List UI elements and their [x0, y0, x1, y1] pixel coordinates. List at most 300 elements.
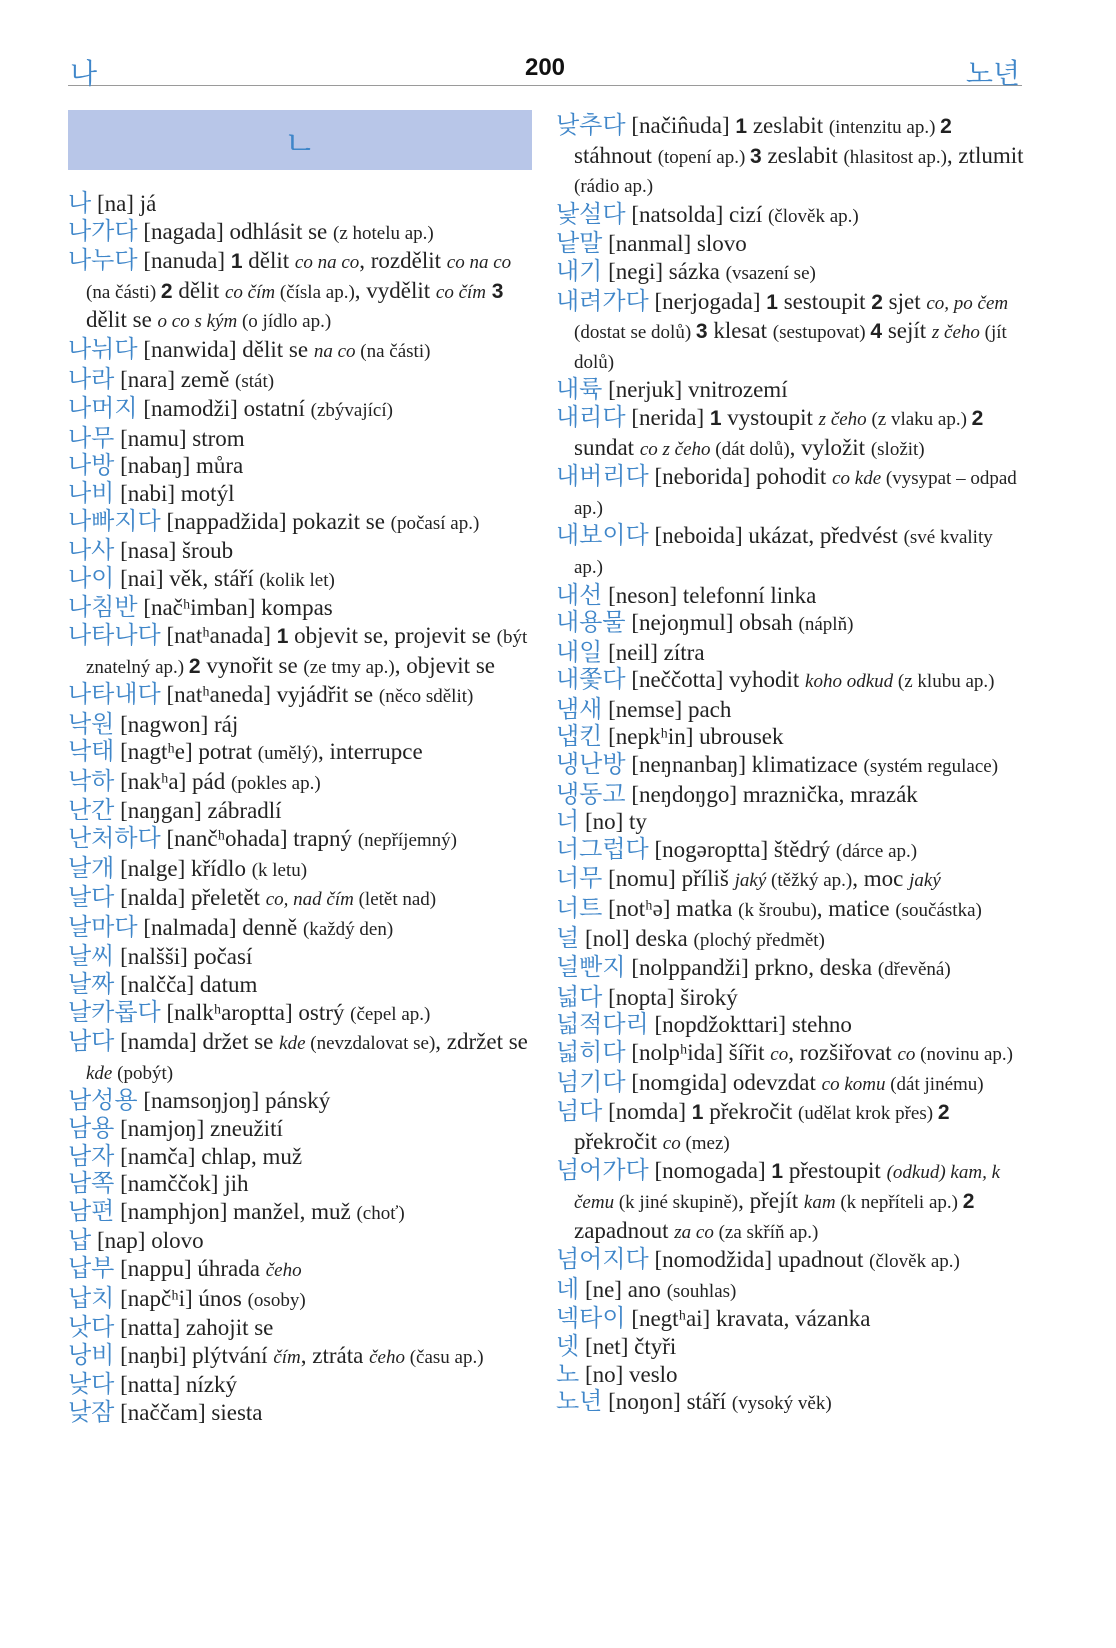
- definition-text: [naŋgan] zábradlí: [114, 798, 282, 824]
- dictionary-entry: [68, 884, 532, 914]
- definition-text: , rozšiřovat: [788, 1040, 898, 1065]
- headword: 내리다: [556, 402, 626, 431]
- definition-text: překročit: [574, 1128, 663, 1154]
- headword: 내기: [556, 256, 603, 285]
- usage-note: (choť): [356, 1202, 405, 1224]
- grammar-note: co, po čem: [926, 292, 1009, 314]
- dictionary-entry: [68, 452, 532, 480]
- grammar-note: kam: [803, 1191, 836, 1213]
- usage-note: (své kvality ap.): [574, 527, 993, 578]
- grammar-note: co kde: [832, 468, 882, 490]
- definition-text: [nomodžida] upadnout: [648, 1247, 870, 1273]
- dictionary-entry: [68, 825, 532, 855]
- usage-note: (z hotelu ap.): [333, 222, 434, 244]
- definition-text: [namphjon] manžel, muž: [114, 1198, 357, 1224]
- dictionary-entry: [68, 1399, 532, 1427]
- headword: 네: [556, 1274, 580, 1303]
- usage-note: (dostat se dolů): [574, 322, 696, 344]
- guide-word-last: 노년: [965, 57, 1020, 90]
- usage-note: (systém regulace): [863, 756, 999, 778]
- headword: 내일: [556, 637, 603, 666]
- dictionary-entry: [556, 696, 1024, 724]
- headword: 내쫓다: [556, 665, 626, 694]
- dictionary-entry: [68, 1198, 532, 1228]
- headword: 남용: [68, 1114, 115, 1142]
- headword: 널: [556, 923, 580, 952]
- dictionary-entry: [556, 1276, 1024, 1306]
- usage-note: (stát): [235, 370, 275, 392]
- headword: 나사: [68, 536, 115, 565]
- usage-note: (intenzitu ap.): [828, 117, 941, 138]
- usage-note: (o jídlo ap.): [237, 311, 332, 333]
- headword: 남편: [68, 1196, 115, 1225]
- headword: 넓히다: [556, 1038, 626, 1066]
- grammar-note: co: [897, 1044, 916, 1065]
- dictionary-entry: [556, 751, 1024, 781]
- dictionary-entry: [68, 738, 532, 768]
- headword: 내버리다: [556, 462, 649, 491]
- headword: 내륙: [556, 375, 603, 404]
- definition-text: [neččotta] vyhodit: [625, 667, 806, 693]
- definition-text: , moc: [852, 866, 910, 892]
- definition-text: překročit: [703, 1099, 798, 1125]
- usage-note: (udělat krok přes): [798, 1103, 938, 1125]
- headword: 낭비: [68, 1340, 115, 1369]
- headword: 너트: [556, 894, 603, 923]
- headword: 노: [556, 1359, 580, 1388]
- definition-text: [naččam] siesta: [114, 1399, 263, 1425]
- dictionary-entry: [68, 1170, 532, 1198]
- usage-note: (dřevěná): [877, 959, 951, 981]
- headword: 나라: [68, 364, 115, 393]
- dictionary-entry: [68, 425, 532, 453]
- definition-text: [namu] strom: [114, 425, 245, 451]
- definition-text: [nagwon] ráj: [114, 711, 239, 737]
- definition-text: [neŋnanbaŋ] klimatizace: [625, 752, 864, 778]
- usage-note: (pobýt): [112, 1062, 174, 1084]
- dictionary-entry: [68, 190, 532, 218]
- headword: 낮다: [68, 1370, 115, 1399]
- grammar-note: koho odkud: [805, 671, 894, 693]
- usage-note: (kolik let): [259, 569, 335, 591]
- definition-text: [namodži] ostatní: [137, 396, 311, 422]
- definition-text: [nalšši] počasí: [114, 944, 253, 970]
- definition-text: [nagtʰe] potrat: [114, 739, 258, 765]
- dictionary-entry: [68, 1314, 532, 1342]
- headword: 날카롭다: [68, 997, 161, 1026]
- usage-note: (dát dolů): [710, 438, 790, 460]
- usage-note: (vysoký věk): [731, 1393, 832, 1415]
- dictionary-entry: [556, 723, 1024, 751]
- definition-text: sejít: [882, 318, 932, 344]
- headword: 남다: [68, 1027, 115, 1056]
- usage-note: (hlasitost ap.): [843, 146, 947, 168]
- sense-number: 1: [276, 624, 289, 648]
- headword: 넘다: [556, 1097, 603, 1126]
- headword: 넘어가다: [556, 1156, 649, 1185]
- definition-text: [natʰaneda] vyjádřit se: [160, 682, 379, 708]
- usage-note: (součástka): [895, 900, 982, 922]
- usage-note: (souhlas): [666, 1280, 737, 1302]
- definition-text: [nara] země: [114, 366, 236, 392]
- dictionary-entry: [68, 1028, 532, 1087]
- definition-text: [noŋon] stáří: [602, 1389, 732, 1415]
- grammar-note: jaký: [909, 870, 941, 892]
- definition-text: [naŋbi] plýtvání: [114, 1342, 274, 1368]
- definition-text: [nappu] úhrada: [114, 1255, 266, 1281]
- dictionary-entry: [68, 797, 532, 825]
- headword: 노년: [556, 1387, 603, 1416]
- grammar-note: co čím: [435, 281, 487, 303]
- sense-number: 2: [871, 290, 883, 314]
- dictionary-entry: [68, 395, 532, 425]
- headword: 낯설다: [556, 199, 626, 228]
- dictionary-entry: [68, 508, 532, 538]
- usage-note: (nepříjemný): [357, 830, 457, 852]
- dictionary-entry: [68, 855, 532, 885]
- usage-note: (být znatelný ap.): [86, 626, 528, 678]
- headword: 넓다: [556, 982, 603, 1011]
- definition-text: [ne] ano: [579, 1276, 667, 1302]
- definition-text: vynořit se: [200, 652, 304, 678]
- dictionary-entry: [556, 201, 1024, 231]
- definition-text: [nol] deska: [579, 925, 694, 951]
- definition-text: [nomgida] odevzdat: [625, 1069, 822, 1095]
- dictionary-entry: [556, 639, 1024, 667]
- usage-note: (mez): [680, 1132, 730, 1154]
- headword: 냉난방: [556, 750, 626, 779]
- definition-text: [notʰə] matka: [602, 896, 739, 922]
- headword: 나타내다: [68, 680, 161, 709]
- dictionary-entry: [556, 463, 1024, 522]
- definition-text: [na] já: [91, 191, 157, 216]
- definition-text: [nalkʰaroptta] ostrý: [160, 999, 351, 1025]
- usage-note: (vsazení se): [725, 262, 816, 284]
- sense-number: 1: [709, 406, 722, 430]
- definition-text: , rozdělit: [359, 248, 447, 274]
- dictionary-entry: [68, 1143, 532, 1171]
- definition-text: [nalge] křídlo: [114, 855, 252, 881]
- headword: 내려가다: [556, 286, 649, 315]
- headword: 넷: [556, 1331, 580, 1360]
- dictionary-entry: [556, 666, 1024, 696]
- sense-number: 2: [971, 406, 984, 430]
- headword: 낮추다: [556, 111, 626, 139]
- usage-note: (na části): [86, 281, 161, 303]
- headword: 납부: [68, 1253, 115, 1282]
- headword: 나머지: [68, 394, 138, 423]
- dictionary-entry: [68, 1255, 532, 1285]
- dictionary-entry: [68, 1342, 532, 1372]
- definition-text: [nanwida] dělit se: [137, 336, 314, 362]
- definition-text: [nolpʰida] šířit: [625, 1040, 771, 1065]
- definition-text: [nemse] pach: [602, 696, 732, 722]
- grammar-note: čím: [273, 1346, 301, 1368]
- usage-note: (dát jinému): [885, 1073, 984, 1095]
- grammar-note: co na co: [294, 252, 360, 274]
- dictionary-entry: [556, 112, 1024, 201]
- headword: 널빤지: [556, 953, 626, 982]
- definition-text: vystoupit: [721, 404, 819, 430]
- dictionary-entry: [68, 681, 532, 711]
- dictionary-entry: [556, 925, 1024, 955]
- definition-text: [namččok] jih: [114, 1171, 249, 1197]
- usage-note: (náplň): [798, 614, 854, 636]
- headword: 너: [556, 807, 580, 836]
- definition-text: [nakʰa] pád: [114, 768, 231, 794]
- headword: 냄새: [556, 694, 603, 723]
- usage-note: (dárce ap.): [835, 840, 918, 862]
- headword: 나비: [68, 478, 115, 507]
- grammar-note: co: [662, 1132, 681, 1154]
- sense-number: 1: [230, 250, 243, 274]
- dictionary-entry: [68, 768, 532, 798]
- definition-text: [nappadžida] pokazit se: [160, 508, 391, 534]
- dictionary-entry: [556, 984, 1024, 1012]
- dictionary-entry: [68, 218, 532, 248]
- usage-note: (z klubu ap.): [893, 671, 995, 693]
- definition-text: , vyložit: [789, 434, 871, 460]
- usage-note: (k jiné skupině): [614, 1191, 739, 1213]
- headword: 냅킨: [556, 722, 603, 751]
- usage-note: (složit): [870, 438, 925, 460]
- definition-text: [nalčča] datum: [114, 972, 258, 998]
- dictionary-entry: [68, 480, 532, 508]
- headword: 낙태: [68, 737, 115, 766]
- usage-note: (rádio ap.): [574, 176, 654, 198]
- grammar-note: čeho: [265, 1259, 302, 1281]
- grammar-note: jaký: [734, 870, 767, 892]
- definition-text: , přejít: [738, 1187, 804, 1213]
- grammar-note: za co: [674, 1221, 714, 1243]
- sense-number: 2: [160, 279, 173, 303]
- dictionary-entry: [556, 954, 1024, 984]
- definition-text: [namda] držet se: [114, 1029, 280, 1055]
- dictionary-entry: [556, 1011, 1024, 1039]
- entry-list-left: [68, 190, 532, 1427]
- sense-number: 2: [188, 654, 201, 678]
- sense-number: 3: [750, 144, 762, 168]
- grammar-note: z čeho: [818, 408, 867, 430]
- dictionary-entry: [556, 1246, 1024, 1276]
- dictionary-entry: [68, 914, 532, 944]
- headword: 내용물: [556, 608, 626, 637]
- definition-text: [nerjogada]: [648, 288, 767, 314]
- dictionary-entry: [68, 971, 532, 999]
- sense-number: 1: [771, 1160, 784, 1184]
- sense-number: 1: [691, 1101, 704, 1125]
- definition-text: dělit: [172, 277, 225, 303]
- dictionary-entry: [556, 288, 1024, 377]
- grammar-note: o co s kým: [157, 311, 238, 333]
- definition-text: přestoupit: [783, 1158, 887, 1184]
- headword: 날씨: [68, 942, 115, 971]
- definition-text: sundat: [574, 434, 640, 460]
- section-letter-banner: [68, 110, 532, 170]
- dictionary-entry: [556, 609, 1024, 639]
- definition-text: zeslabit: [747, 113, 829, 138]
- definition-text: , ztlumit: [946, 142, 1024, 168]
- headword: 날짜: [68, 970, 115, 999]
- definition-text: [nopdžokttari] stehno: [648, 1012, 852, 1038]
- grammar-note: co čím: [224, 281, 276, 303]
- grammar-note: kde: [86, 1062, 113, 1084]
- definition-text: [nai] věk, stáří: [114, 565, 260, 591]
- dictionary-entry: [556, 1333, 1024, 1361]
- definition-text: sjet: [882, 288, 927, 314]
- dictionary-entry: [68, 999, 532, 1029]
- definition-text: [natta] nízký: [114, 1372, 237, 1398]
- definition-text: dělit: [242, 248, 295, 274]
- headword: 나타나다: [68, 620, 161, 649]
- sense-number: 2: [962, 1189, 975, 1213]
- usage-note: (na části): [355, 340, 431, 362]
- headword: 넘기다: [556, 1067, 626, 1096]
- definition-text: [namjoŋ] zneužití: [114, 1116, 283, 1141]
- dictionary-entry: [556, 1305, 1024, 1333]
- section-letter: ㄴ: [283, 124, 317, 164]
- running-header: [68, 46, 1022, 90]
- headword: 남쪽: [68, 1169, 115, 1198]
- usage-note: (čepel ap.): [350, 1003, 431, 1025]
- usage-note: (zbývající): [310, 400, 393, 422]
- usage-note: (vysypat – odpad ap.): [574, 468, 1017, 519]
- dictionary-entry: [556, 895, 1024, 925]
- dictionary-entry: [556, 230, 1024, 258]
- grammar-note: z čeho: [931, 322, 980, 344]
- headword: 나: [68, 189, 92, 217]
- definition-text: [neboida] ukázat, předvést: [648, 523, 904, 549]
- definition-text: [načʰimban] kompas: [137, 595, 333, 621]
- dictionary-entry: [68, 1227, 532, 1255]
- usage-note: (času ap.): [404, 1346, 484, 1368]
- definition-text: [negi] sázka: [602, 258, 726, 284]
- headword: 날다: [68, 883, 115, 912]
- usage-note: (něco sdělit): [378, 686, 474, 708]
- headword: 낫다: [68, 1313, 115, 1342]
- definition-text: sestoupit: [777, 288, 872, 314]
- definition-text: zeslabit: [761, 142, 844, 168]
- usage-note: (osoby): [247, 1289, 306, 1311]
- sense-number: 1: [766, 290, 778, 314]
- usage-note: (za skříň ap.): [713, 1221, 819, 1243]
- dictionary-entry: [556, 1361, 1024, 1389]
- sense-number: 2: [940, 115, 952, 138]
- usage-note: (počasí ap.): [390, 512, 480, 534]
- definition-text: [namsoŋjoŋ] pánský: [137, 1088, 331, 1114]
- definition-text: , vydělit: [354, 277, 436, 303]
- definition-text: [neborida] pohodit: [648, 464, 833, 490]
- definition-text: [negtʰai] kravata, vázanka: [625, 1306, 871, 1332]
- headword: 넓적다리: [556, 1010, 649, 1039]
- dictionary-entry: [68, 537, 532, 565]
- definition-text: [natta] zahojit se: [114, 1315, 274, 1341]
- usage-note: (letět nad): [353, 889, 437, 911]
- definition-text: [natsolda] cizí: [625, 201, 768, 227]
- definition-text: [namča] chlap, muž: [114, 1143, 303, 1169]
- dictionary-entry: [556, 836, 1024, 866]
- sense-number: 4: [870, 320, 883, 344]
- usage-note: (plochý předmět): [693, 929, 825, 951]
- grammar-note: kde: [279, 1033, 306, 1055]
- definition-text: [natʰanada]: [160, 622, 277, 648]
- definition-text: , objevit se: [394, 652, 495, 678]
- definition-text: [nopta] široký: [602, 984, 738, 1010]
- sense-number: 3: [695, 320, 708, 344]
- grammar-note: co: [770, 1044, 789, 1065]
- definition-text: klesat: [707, 318, 773, 344]
- headword: 너그럽다: [556, 834, 649, 863]
- headword: 납치: [68, 1283, 115, 1312]
- definition-text: , matice: [816, 896, 896, 922]
- definition-text: [net] čtyři: [579, 1333, 677, 1359]
- usage-note: (ze tmy ap.): [303, 656, 395, 678]
- definition-text: [nap] olovo: [91, 1228, 204, 1254]
- left-column: [68, 110, 532, 1427]
- definition-text: objevit se, projevit se: [288, 622, 497, 648]
- headword: 낙원: [68, 709, 115, 738]
- dictionary-entry: [68, 1285, 532, 1315]
- definition-text: [nančʰohada] trapný: [160, 826, 358, 852]
- definition-text: [nejoŋmul] obsah: [625, 610, 799, 636]
- definition-text: [nolppandži] prkno, deska: [625, 955, 878, 981]
- usage-note: (jít dolů): [574, 322, 1007, 373]
- guide-word-first: 나: [70, 57, 98, 90]
- usage-note: (člověk ap.): [767, 205, 859, 227]
- usage-note: (nevzdalovat se): [305, 1033, 436, 1055]
- dictionary-entry: [68, 247, 532, 336]
- headword: 넘어지다: [556, 1245, 649, 1274]
- definition-text: [nanmal] slovo: [602, 231, 747, 257]
- grammar-note: co komu: [821, 1073, 886, 1095]
- headword: 난처하다: [68, 824, 161, 853]
- headword: 나무: [68, 423, 115, 452]
- grammar-note: čeho: [369, 1346, 405, 1368]
- headword: 내선: [556, 580, 603, 609]
- headword: 날마다: [68, 912, 138, 941]
- definition-text: [način̂uda]: [625, 113, 736, 138]
- usage-note: (novinu ap.): [915, 1044, 1014, 1065]
- definition-text: [nomu] příliš: [602, 866, 735, 892]
- entry-list-right: [556, 112, 1024, 1418]
- definition-text: , ztráta: [300, 1342, 370, 1368]
- headword: 나이: [68, 563, 115, 592]
- usage-note: (každý den): [302, 918, 394, 940]
- dictionary-entry: [68, 1371, 532, 1399]
- dictionary-entry: [68, 565, 532, 595]
- usage-note: (k nepříteli ap.): [835, 1191, 963, 1213]
- dictionary-entry: [556, 404, 1024, 463]
- headword: 너무: [556, 864, 603, 893]
- definition-text: [nagada] odhlásit se: [137, 218, 333, 244]
- definition-text: [napčʰi] únos: [114, 1285, 248, 1311]
- definition-text: [nerjuk] vnitrozemí: [602, 377, 788, 403]
- definition-text: [nabaŋ] můra: [114, 453, 244, 479]
- usage-note: (těžký ap.): [766, 870, 853, 892]
- dictionary-entry: [68, 366, 532, 396]
- dictionary-entry: [556, 1388, 1024, 1418]
- headword: 낙하: [68, 766, 115, 795]
- headword: 냉동고: [556, 779, 626, 808]
- definition-text: dělit se: [86, 307, 158, 333]
- dictionary-entry: [68, 336, 532, 366]
- definition-text: [nerida]: [625, 404, 710, 430]
- usage-note: (člověk ap.): [869, 1251, 960, 1273]
- definition-text: [neil] zítra: [602, 639, 705, 665]
- dictionary-entry: [556, 376, 1024, 404]
- dictionary-entry: [556, 865, 1024, 895]
- sense-number: 2: [937, 1101, 950, 1125]
